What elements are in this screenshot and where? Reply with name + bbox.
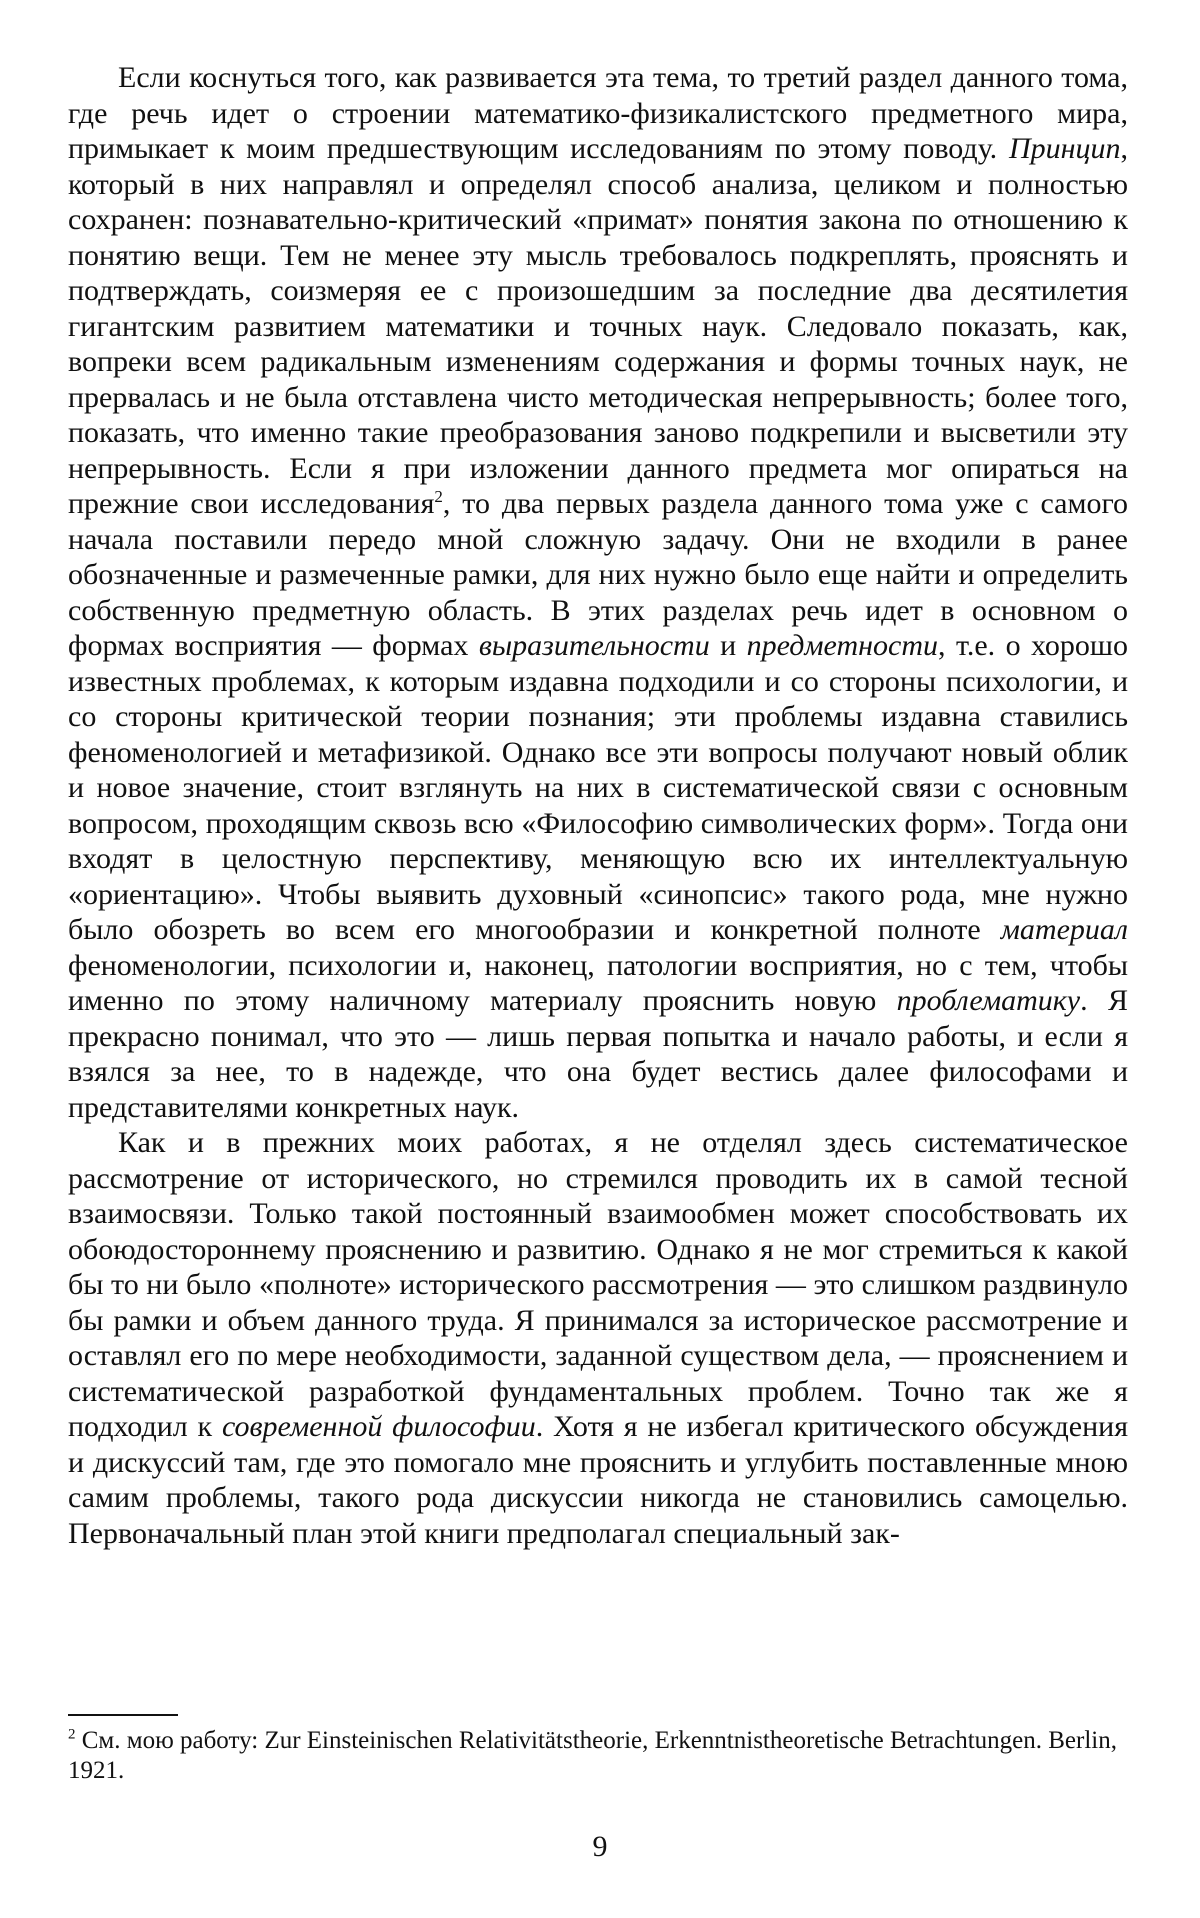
emphasized-text: проблематику bbox=[896, 984, 1081, 1017]
footnote bbox=[68, 1726, 1128, 1786]
page-number: 9 bbox=[592, 1830, 608, 1863]
emphasized-text: предметности bbox=[746, 629, 939, 662]
footnote-text: См. мою работу: Zur Einsteinischen Relativitätstheorie, Erkenntnistheoretische Betrachtungen. Berlin, 1921. bbox=[68, 1727, 1117, 1784]
paragraph bbox=[68, 60, 1128, 1125]
paragraph bbox=[68, 1125, 1128, 1551]
text-run: . Я прекрасно понимал, что это — лишь первая попытка и начало работы, и если я взялся за нее, то в надежде, что она будет вестись далее философами и представителями конкретных наук. bbox=[68, 984, 1128, 1124]
footnote-mark: 2 bbox=[68, 1726, 76, 1743]
text-run: . Хотя я не избегал критического обсуждения и дискуссий там, где это помогало мне прояснить и углубить поставленные мною самим проблемы, такого рода дискуссии никогда не становились самоцелью. Первоначальный план этой книги предполагал специальный зак- bbox=[68, 1410, 1128, 1550]
text-run: и bbox=[709, 629, 747, 662]
text-run: , который в них направлял и определял способ анализа, целиком и полностью сохранен: познавательно-критический «примат» понятия закона по отношению к понятию вещи. Тем не менее эту мысль требовалось подкреплять, прояснять и подтверждать, соизмеряя ее с произошедшим за последние два десятилетия гигантским развитием математики и точных наук. Следовало показать, как, вопреки всем радикальным изменениям содержания и формы точных наук, не прервалась и не была отставлена чисто методическая непрерывность; более того, показать, что именно такие преобразования заново подкрепили и высветили эту непрерывность. Если я при изложении данного предмета мог опираться на прежние свои исследования bbox=[68, 132, 1128, 520]
footnote-divider bbox=[68, 1714, 178, 1716]
emphasized-text: современной философии bbox=[221, 1410, 536, 1443]
main-text bbox=[68, 60, 1128, 1551]
emphasized-text: Принцип bbox=[1008, 132, 1121, 165]
emphasized-text: выразительности bbox=[478, 629, 710, 662]
emphasized-text: материал bbox=[1000, 913, 1128, 946]
text-run: Как и в прежних моих работах, я не отделял здесь систематическое рассмотрение от исторического, но стремился проводить их в самой тесной взаимосвязи. Только такой постоянный взаимообмен может способствовать их обоюдостороннему прояснению и развитию. Однако я не мог стремиться к какой бы то ни было «полноте» исторического рассмотрения — это слишком раздвинуло бы рамки и объем данного труда. Я принимался за историческое рассмотрение и оставлял его по мере необходимости, заданной существом дела, — прояснением и систематической разработкой фундаментальных проблем. Точно так же я подходил к bbox=[68, 1126, 1128, 1443]
footnote-reference: 2 bbox=[434, 487, 443, 506]
text-run: , то два первых раздела данного тома уже с самого начала поставили передо мной сложную задачу. Они не входили в ранее обозначенные и размеченные рамки, для них нужно было еще найти и определить собственную предметную область. В этих разделах речь идет в основном о формах восприятия — формах bbox=[68, 487, 1129, 662]
text-run: Если коснуться того, как развивается эта тема, то третий раздел данного тома, где речь идет о строении математико-физикалистского предметного мира, примыкает к моим предшествующим исследованиям по этому поводу. bbox=[68, 61, 1128, 165]
text-run: феноменологии, психологии и, наконец, патологии восприятия, но с тем, чтобы именно по этому наличному материалу прояснить новую bbox=[68, 948, 1128, 1017]
text-run: , т.е. о хорошо известных проблемах, к которым издавна подходили и со стороны психологии, и со стороны критической теории познания; эти проблемы издавна ставились феноменологией и метафизикой. Однако все эти вопросы получают новый облик и новое значение, стоит взглянуть на них в систематической связи с основным вопросом, проходящим сквозь всю «Философию символических форм». Тогда они входят в целостную перспективу, меняющую всю их интеллектуальную «ориентацию». Чтобы выявить духовный «синопсис» такого рода, мне нужно было обозреть во всем его многообразии и конкретной полноте bbox=[68, 629, 1128, 946]
